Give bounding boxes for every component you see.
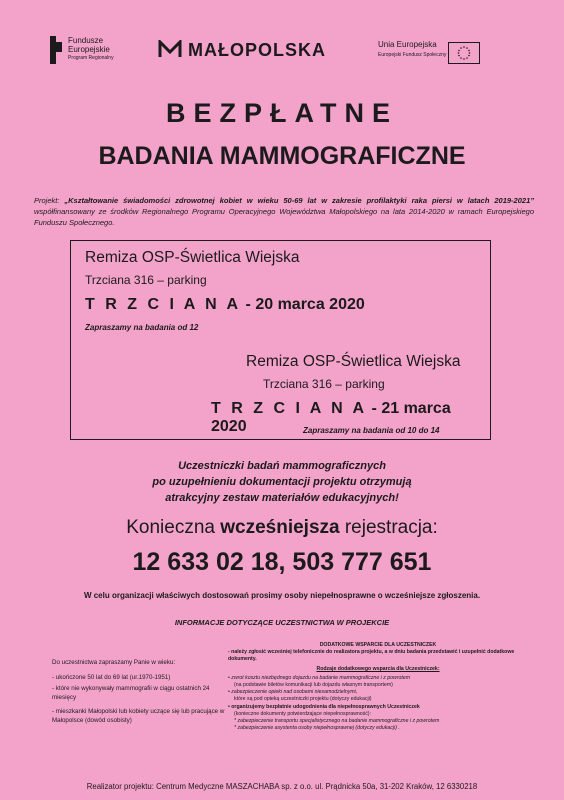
registration-bold: wcześniejsza — [220, 517, 340, 538]
project-name: „Kształtowanie świadomości zdrowotnej kobiet w wieku 50-69 lat w zakresie profilaktyki raka piersi w latach 2019-2021” — [64, 196, 534, 205]
eligibility-no-mammo: - które nie wykonywały mammografii w ciągu ostatnich 24 miesięcy — [52, 685, 210, 701]
eligibility-intro: Do uczestnictwa zapraszamy Panie w wieku: — [52, 659, 176, 666]
title-badania: BADANIA MAMMOGRAFICZNE — [98, 142, 466, 170]
support-item1: • zwrot kosztu niezbędnego dojazdu na badanie mammograficzne i z powrotem — [228, 674, 411, 681]
registration-heading — [0, 517, 564, 539]
fe-line2: Europejskie — [68, 45, 110, 54]
support-item1-sub: (na podstawie biletów komunikacji lub dojazdu własnym transportem) — [234, 682, 393, 689]
support-item3-sub: (konieczne dokumenty potwierdzające niepełnosprawność): — [234, 710, 371, 717]
support-item3-text: organizujemy bezpłatnie udogodnienia dla niepełnosprawnych Uczestniczek — [231, 703, 420, 710]
support-item3: • organizujemy bezpłatnie udogodnienia dla niepełnosprawnych Uczestniczek — [228, 703, 420, 710]
event1-city: T R Z C I A N A — [85, 296, 242, 313]
phone-sep: , — [278, 548, 293, 576]
unia-europejska-logo — [378, 40, 488, 70]
unia-europejska-text — [378, 40, 446, 60]
organization-note: W celu organizacji właściwych dostosowań prosimy osoby niepełnosprawne o wcześniejsze zgłoszenia. — [83, 591, 481, 600]
event2-city: T R Z C I A N A — [211, 400, 368, 417]
support-column — [228, 642, 528, 732]
phone1: 12 633 02 18 — [132, 548, 279, 576]
project-prefix: Projekt: — [34, 196, 65, 205]
eligibility-column — [52, 659, 227, 725]
support-subheading: Rodzaje dodatkowego wsparcia dla Uczestniczek: — [316, 665, 440, 672]
support-heading: DODATKOWE WSPARCIE DLA UCZESTNICZEK — [319, 642, 437, 648]
eu-sub: Europejski Fundusz Społeczny — [378, 52, 447, 58]
support-item2: • zabezpieczenie opieki nad osobami niesamodzielnymi, — [228, 689, 358, 696]
info-header: INFORMACJE DOTYCZĄCE UCZESTNICTWA W PROJEKCIE — [174, 618, 390, 627]
event2-venue: Remiza OSP-Świetlica Wiejska — [246, 353, 461, 370]
project-rest: współfinansowany ze środków Regionalnego Programu Operacyjnego Województwa Małopolskiego na lata 2014-2020 w ramach Europejskiego Funduszu Społecznego. — [34, 207, 534, 227]
footer-organizer: Realizator projektu: Centrum Medyczne MASZACHABA sp. z o.o. ul. Prądnicka 50a, 31-202 Kraków, 12 6330218 — [86, 782, 478, 791]
events-box — [70, 240, 491, 440]
registration-pre: Konieczna — [126, 517, 221, 538]
support-intro: - należy zgłosić wcześniej telefonicznie do realizatora projektu, a w dniu badania przedstawić i uzupełnić dodatkowe dokumenty. — [228, 649, 515, 663]
malopolska-logo — [158, 40, 326, 61]
promo-line2: po uzupełnieniu dokumentacji projektu otrzymują — [152, 476, 412, 488]
event1-date-text: - 20 marca 2020 — [241, 296, 365, 313]
support-item2-text: zabezpieczenie opieki nad osobami niesamodzielnymi, — [231, 689, 358, 696]
fundusze-europejskie-mark-icon — [50, 36, 64, 64]
project-description — [34, 195, 534, 228]
support-item2-sub: które są pod opieką uczestniczki projektu (dotyczy edukacji) — [234, 696, 372, 703]
fe-line1: Fundusze — [68, 36, 104, 45]
registration-post: rejestracja: — [339, 517, 438, 538]
title-bezplatne: BEZPŁATNE — [166, 98, 398, 128]
fundusze-europejskie-text — [68, 36, 114, 63]
eu-flag-icon — [448, 42, 480, 64]
promo-line3: atrakcyjny zestaw materiałów edukacyjnych! — [165, 492, 399, 504]
event2-address: Trzciana 316 – parking — [263, 377, 385, 391]
malopolska-text: MAŁOPOLSKA — [188, 40, 327, 60]
phone-numbers — [0, 548, 564, 577]
eligibility-age: - ukończone 50 lat do 69 lat (ur.1970-1951) — [52, 673, 171, 681]
fe-sub: Program Regionalny — [68, 55, 114, 61]
promo-text — [0, 458, 564, 506]
event1-note: Zapraszamy na badania od 12 — [85, 323, 199, 332]
promo-line1: Uczestniczki badań mammograficznych — [178, 460, 386, 472]
malopolska-mark-icon — [158, 40, 182, 58]
event1-date — [85, 296, 365, 314]
support-item1-text: zwrot kosztu niezbędnego dojazdu na badanie mammograficzne i z powrotem — [231, 674, 411, 681]
eligibility-residence: - mieszkanki Małopolski lub kobiety uczące się lub pracujące w Małopolsce (dowód osobisty) — [52, 708, 225, 724]
event2-date-text: - 21 marca 2020 — [211, 400, 451, 435]
fundusze-europejskie-logo — [50, 34, 140, 68]
support-item3-transport: * zabezpieczenie transportu specjalistycznego na badanie mammograficzne i z powrotem — [234, 718, 440, 725]
phone2: 503 777 651 — [292, 548, 432, 576]
event2-note: Zapraszamy na badania od 10 do 14 — [303, 426, 440, 435]
event1-address: Trzciana 316 – parking — [85, 273, 207, 287]
event1-venue: Remiza OSP-Świetlica Wiejska — [85, 249, 300, 266]
eu-title: Unia Europejska — [378, 40, 437, 49]
support-item3-assistant: * zabezpieczenie asystenta osoby niepełnosprawnej (dotyczy edukacji) . — [234, 725, 400, 732]
